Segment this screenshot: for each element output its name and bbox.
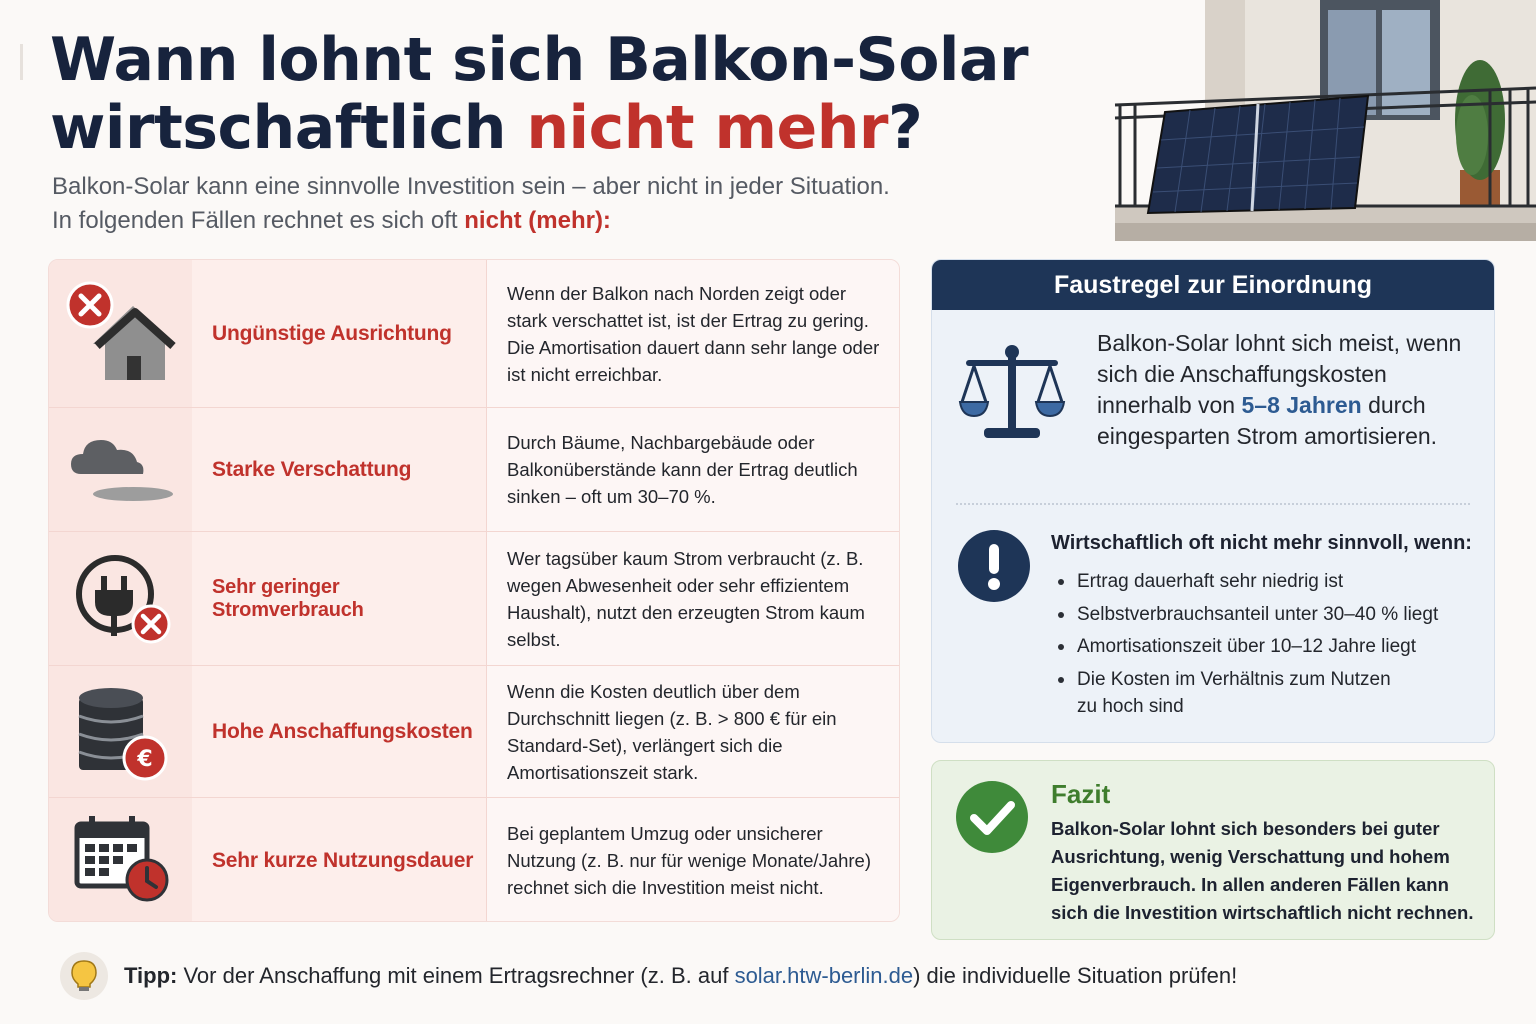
decorative-bar: [20, 44, 23, 80]
list-item: Die Kosten im Verhältnis zum Nutzen zu hoch sind: [1058, 666, 1398, 720]
case-description: Wer tagsüber kaum Strom verbraucht (z. B. wegen Abwesenheit oder sehr effizientem Haushalt), nutzt den erzeugten Strom kaum selbst.: [507, 547, 865, 650]
case-row-consumption: [49, 532, 900, 666]
case-label-cell: [192, 260, 487, 407]
case-label: Hohe Anschaffungskosten: [212, 719, 473, 743]
exclamation-icon: [956, 528, 1032, 604]
list-item: Selbstverbrauchsanteil unter 30–40 % liegt: [1058, 601, 1478, 628]
conclusion-title: Fazit: [1051, 779, 1111, 809]
rule-text-suffix: durch eingesparten Strom amortisieren.: [1097, 392, 1438, 449]
tip-text-suffix: ) die individuelle Situation prüfen!: [913, 963, 1238, 988]
case-description: Durch Bäume, Nachbargebäude oder Balkonüberstände kann der Ertrag deutlich sinken – oft um 30–70 %.: [507, 432, 858, 507]
calendar-clock-icon: [73, 814, 179, 906]
case-row-costs: [49, 666, 900, 798]
case-description: Wenn der Balkon nach Norden zeigt oder stark verschattet ist, ist der Ertrag zu gering. Die Amortisation dauert dann sehr lange oder ist nicht erreichbar.: [507, 282, 880, 385]
case-icon-cell: [49, 408, 192, 531]
case-icon-cell: [49, 666, 192, 797]
svg-text:€: €: [137, 747, 153, 772]
lightbulb-icon: [60, 952, 108, 1000]
tip-bar: [48, 946, 1495, 1006]
case-description: Wenn die Kosten deutlich über dem Durchschnitt liegen (z. B. > 800 € für ein Standard-Set), verlängert sich die Amortisationszeit stark.: [507, 680, 837, 783]
case-label: Sehr geringer Stromverbrauch: [212, 575, 364, 621]
case-label-cell: [192, 666, 487, 797]
case-row-orientation: [49, 260, 900, 408]
case-description: Bei geplantem Umzug oder unsicherer Nutzung (z. B. nur für wenige Monate/Jahre) rechnet sich die Investition meist nicht.: [507, 823, 872, 898]
list-item: Ertrag dauerhaft sehr niedrig ist: [1058, 568, 1478, 595]
case-label: Ungünstige Ausrichtung: [212, 321, 452, 345]
balcony-solar-illustration: [1110, 0, 1536, 250]
rule-text-prefix: Balkon-Solar lohnt sich meist, wenn sich die Anschaffungskosten innerhalb von: [1097, 330, 1462, 418]
tip-link[interactable]: solar.htw-berlin.de: [734, 963, 914, 988]
case-icon-cell: [49, 260, 192, 407]
page-subtitle: [52, 170, 1052, 238]
case-description-cell: [487, 260, 900, 407]
title-line-1: Wann lohnt sich Balkon-Solar: [50, 25, 1029, 95]
title-question-mark: ?: [888, 93, 923, 163]
case-label-cell: [192, 798, 487, 922]
warning-title: Wirtschaftlich oft nicht mehr sinnvoll, wenn:: [1051, 532, 1472, 554]
house-x-icon: [63, 278, 183, 388]
rule-of-thumb-panel: [931, 259, 1495, 743]
case-label-cell: [192, 532, 487, 665]
case-description-cell: [487, 798, 900, 922]
divider: [956, 503, 1470, 505]
case-label-cell: [192, 408, 487, 531]
conclusion-text: Balkon-Solar lohnt sich besonders bei guter Ausrichtung, wenig Verschattung und hohem Eigenverbrauch. In allen anderen Fällen kann sich die Investition wirtschaftlich nicht rechnen.: [1051, 818, 1474, 923]
tip-label: Tipp:: [124, 963, 178, 988]
case-label: Starke Verschattung: [212, 457, 412, 481]
title-highlight: nicht mehr: [526, 93, 888, 163]
rule-text-highlight: 5–8 Jahren: [1241, 392, 1362, 418]
coins-euro-icon: [73, 686, 177, 782]
scales-icon: [958, 344, 1068, 444]
checkmark-icon: [954, 779, 1030, 855]
plug-x-icon: [71, 550, 177, 650]
case-description-cell: [487, 666, 900, 797]
cases-table: [48, 259, 900, 922]
case-description-cell: [487, 532, 900, 665]
rule-text: [1097, 328, 1477, 452]
tip-text: [124, 963, 1237, 989]
case-icon-cell: [49, 798, 192, 922]
rule-header: Faustregel zur Einordnung: [932, 260, 1494, 310]
subtitle-line-2: In folgenden Fällen rechnet es sich oft: [52, 207, 465, 234]
case-row-shading: [49, 408, 900, 532]
list-item: Amortisationszeit über 10–12 Jahre liegt: [1058, 633, 1478, 660]
warning-list: [1058, 568, 1478, 725]
case-description-cell: [487, 408, 900, 531]
case-label: Sehr kurze Nutzungsdauer: [212, 848, 474, 872]
subtitle-line-1: Balkon-Solar kann eine sinnvolle Investition sein – aber nicht in jeder Situation.: [52, 173, 890, 200]
case-row-duration: [49, 798, 900, 922]
title-line-2: wirtschaftlich: [50, 93, 527, 163]
case-icon-cell: [49, 532, 192, 665]
conclusion-panel: [931, 760, 1495, 940]
page-title: [50, 26, 1070, 162]
tip-text-prefix: Vor der Anschaffung mit einem Ertragsrechner (z. B. auf: [177, 963, 735, 988]
subtitle-highlight: nicht (mehr):: [464, 207, 611, 234]
cloud-shadow-icon: [67, 430, 177, 510]
